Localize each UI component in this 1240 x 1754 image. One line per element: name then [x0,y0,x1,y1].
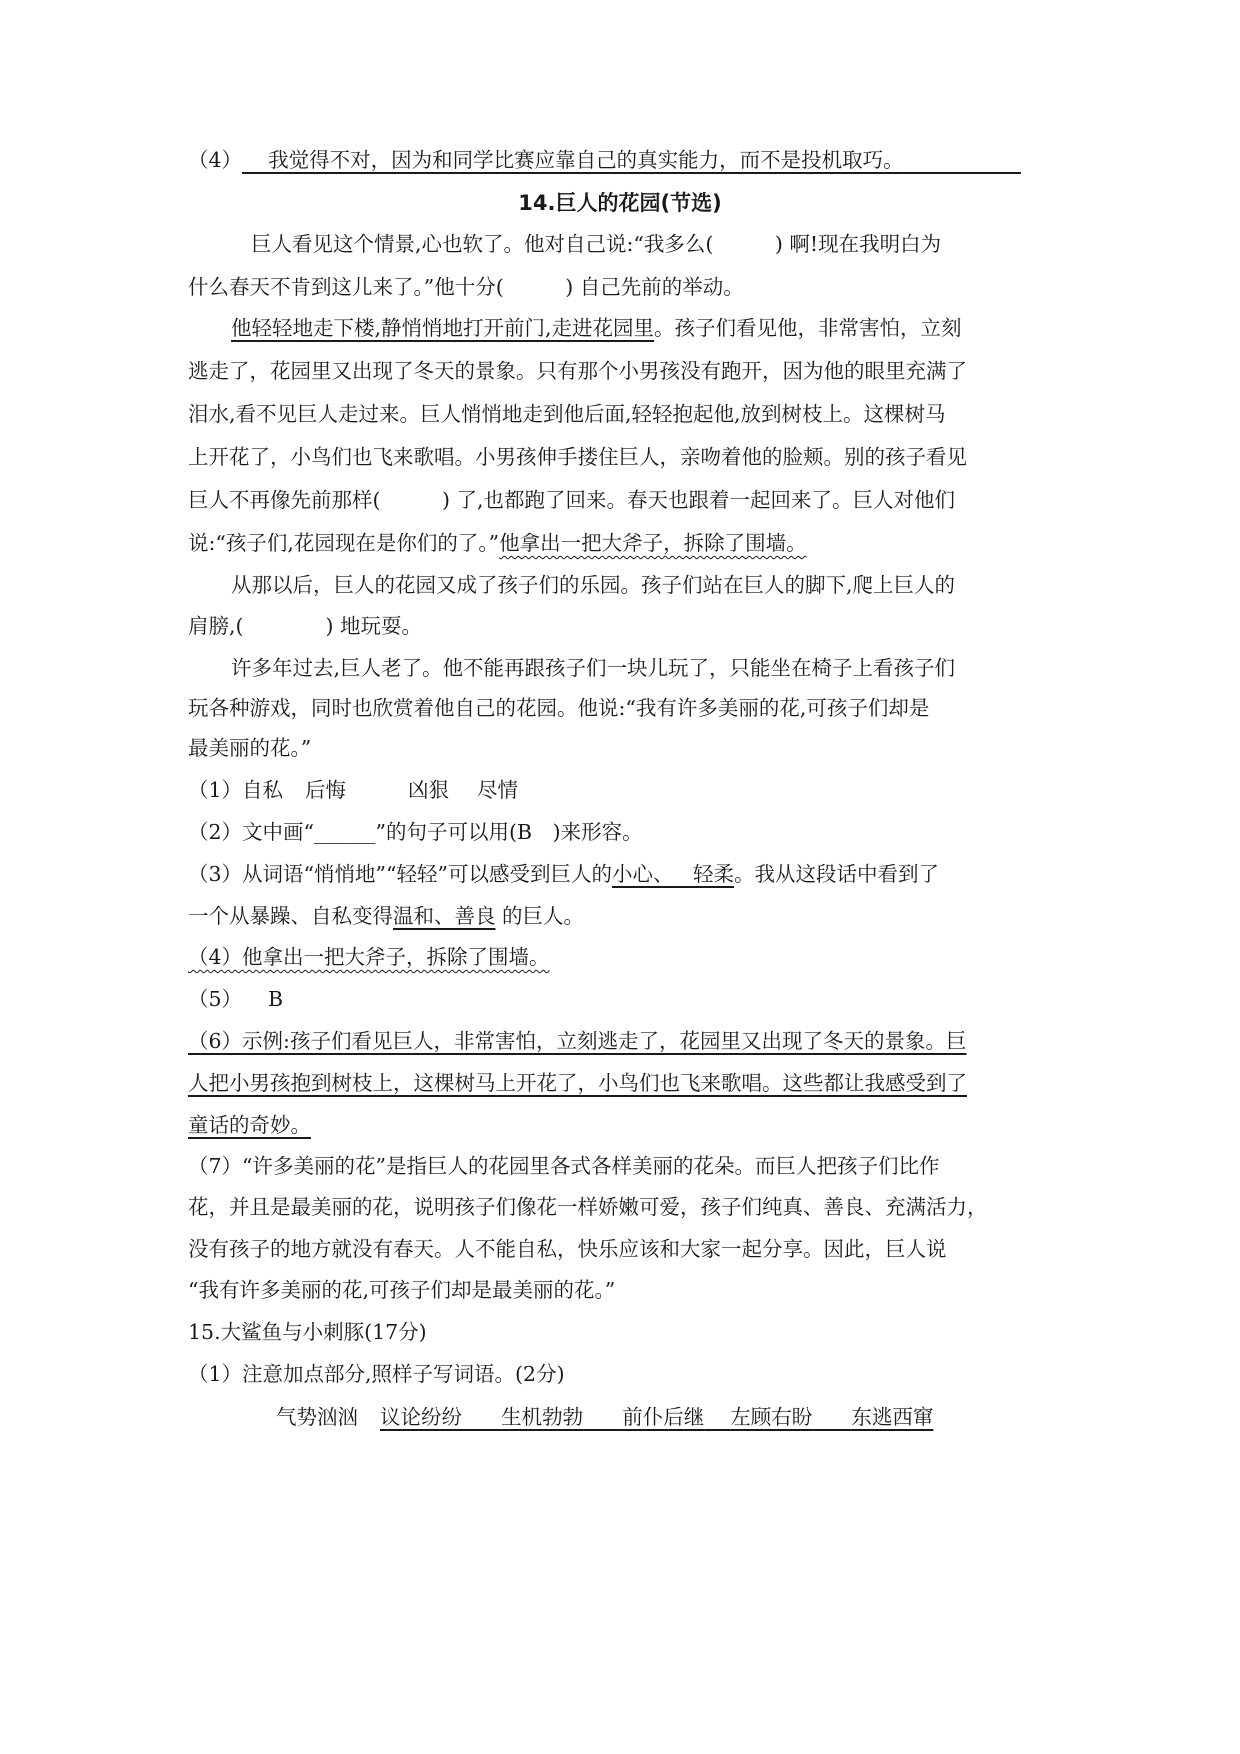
passage-p4-line2: 玩各种游戏，同时也欣赏着他自己的花园。他说:“我有许多美丽的花,可孩子们却是 [188,696,930,720]
passage-p2-line1: 他轻轻地走下楼,静悄悄地打开前门,走进花园里。孩子们看见他，非常害怕，立刻 [231,316,962,340]
answer-word: 前仆后继 [622,1405,705,1429]
passage-p4-line3: 最美丽的花。” [188,736,312,760]
answer-1: （1）自私 后悔 凶狠 尽情 [188,778,519,802]
example-word: 气势汹汹 [276,1405,358,1429]
q13-item4-answer: 我觉得不对，因为和同学比赛应靠自己的真实能力，而不是投机取巧。 [268,148,904,172]
answer-7-line4: “我有许多美丽的花,可孩子们却是最美丽的花。” [188,1278,616,1302]
answer-2: （2）文中画“______”的句子可以用(B )来形容。 [188,820,643,844]
passage-p2-line4: 上开花了，小鸟们也飞来歌唱。小男孩伸手搂住巨人，亲吻着他的脸颊。别的孩子看见 [188,445,967,469]
answer-7-line1: （7）“许多美丽的花”是指巨人的花园里各式各样美丽的花朵。而巨人把孩子们比作 [188,1154,940,1178]
underlined-sentence: 他轻轻地走下楼,静悄悄地打开前门,走进花园里 [231,316,655,340]
answer-7-line2: 花，并且是最美丽的花，说明孩子们像花一样娇嫩可爱，孩子们纯真、善良、充满活力， [188,1195,988,1219]
answer-5: （5） B [188,987,284,1011]
passage-p3-line2: 肩膀,( ) 地玩耍。 [188,614,423,638]
answer-6-line3: 童话的奇妙。 [188,1113,311,1137]
q14-title: 14.巨人的花园(节选) [518,191,722,215]
passage-p4-line1: 许多年过去,巨人老了。他不能再跟孩子们一块儿玩了，只能坐在椅子上看孩子们 [231,656,956,680]
answer-word: 生机勃勃 [501,1405,584,1429]
passage-p2-line5: 巨人不再像先前那样( ) 了,也都跑了回来。春天也跟着一起回来了。巨人对他们 [188,488,956,512]
passage-p2-line3: 泪水,看不见巨人走过来。巨人悄悄地走到他后面,轻轻抱起他,放到树枝上。这棵树马 [188,402,946,426]
passage-p1-line2: 什么春天不肯到这儿来了。”他十分( ) 自己先前的举动。 [188,275,744,299]
q13-item4-number: （4） [188,148,243,172]
answer-6-line1: （6）示例:孩子们看见巨人，非常害怕，立刻逃走了，花园里又出现了冬天的景象。巨 [188,1029,967,1053]
passage-p1-line1: 巨人看见这个情景,心也软了。他对自己说:“我多么( ) 啊!现在我明白为 [251,232,942,256]
passage-p3-line1: 从那以后，巨人的花园又成了孩子们的乐园。孩子们站在巨人的脚下,爬上巨人的 [231,573,956,597]
answer-word: 左顾右盼 [730,1405,813,1429]
answer-7-line3: 没有孩子的地方就没有春天。人不能自私，快乐应该和大家一起分享。因此，巨人说 [188,1237,947,1261]
passage-p2-line6: 说:“孩子们,花园现在是你们的了。”他拿出一把大斧子，拆除了围墙。 [188,531,807,555]
answer-3-line1: （3）从词语“悄悄地”“轻轻”可以感受到巨人的小心、 轻柔。我从这段话中看到了 [188,862,940,886]
answer-word: 议论纷纷 [380,1405,462,1429]
wavy-underlined-sentence: 他拿出一把大斧子，拆除了围墙。 [499,531,807,555]
q15-title: 15.大鲨鱼与小刺豚(17分) [188,1320,427,1344]
answer-6-line2: 人把小男孩抱到树枝上，这棵树马上开花了，小鸟们也飞来歌唱。这些都让我感受到了 [188,1071,967,1095]
answer-4: （4）他拿出一把大斧子，拆除了围墙。 [188,945,550,969]
q13-item4 [188,145,1021,175]
answer-3-line2: 一个从暴躁、自私变得温和、善良 的巨人。 [188,904,585,928]
passage-p2-line2: 逃走了，花园里又出现了冬天的景象。只有那个小男孩没有跑开，因为他的眼里充满了 [188,359,967,383]
q15-answers-row [276,1402,933,1432]
answer-word: 东逃西窜 [851,1405,934,1429]
q15-item1: （1）注意加点部分,照样子写词语。(2分) [188,1362,565,1386]
